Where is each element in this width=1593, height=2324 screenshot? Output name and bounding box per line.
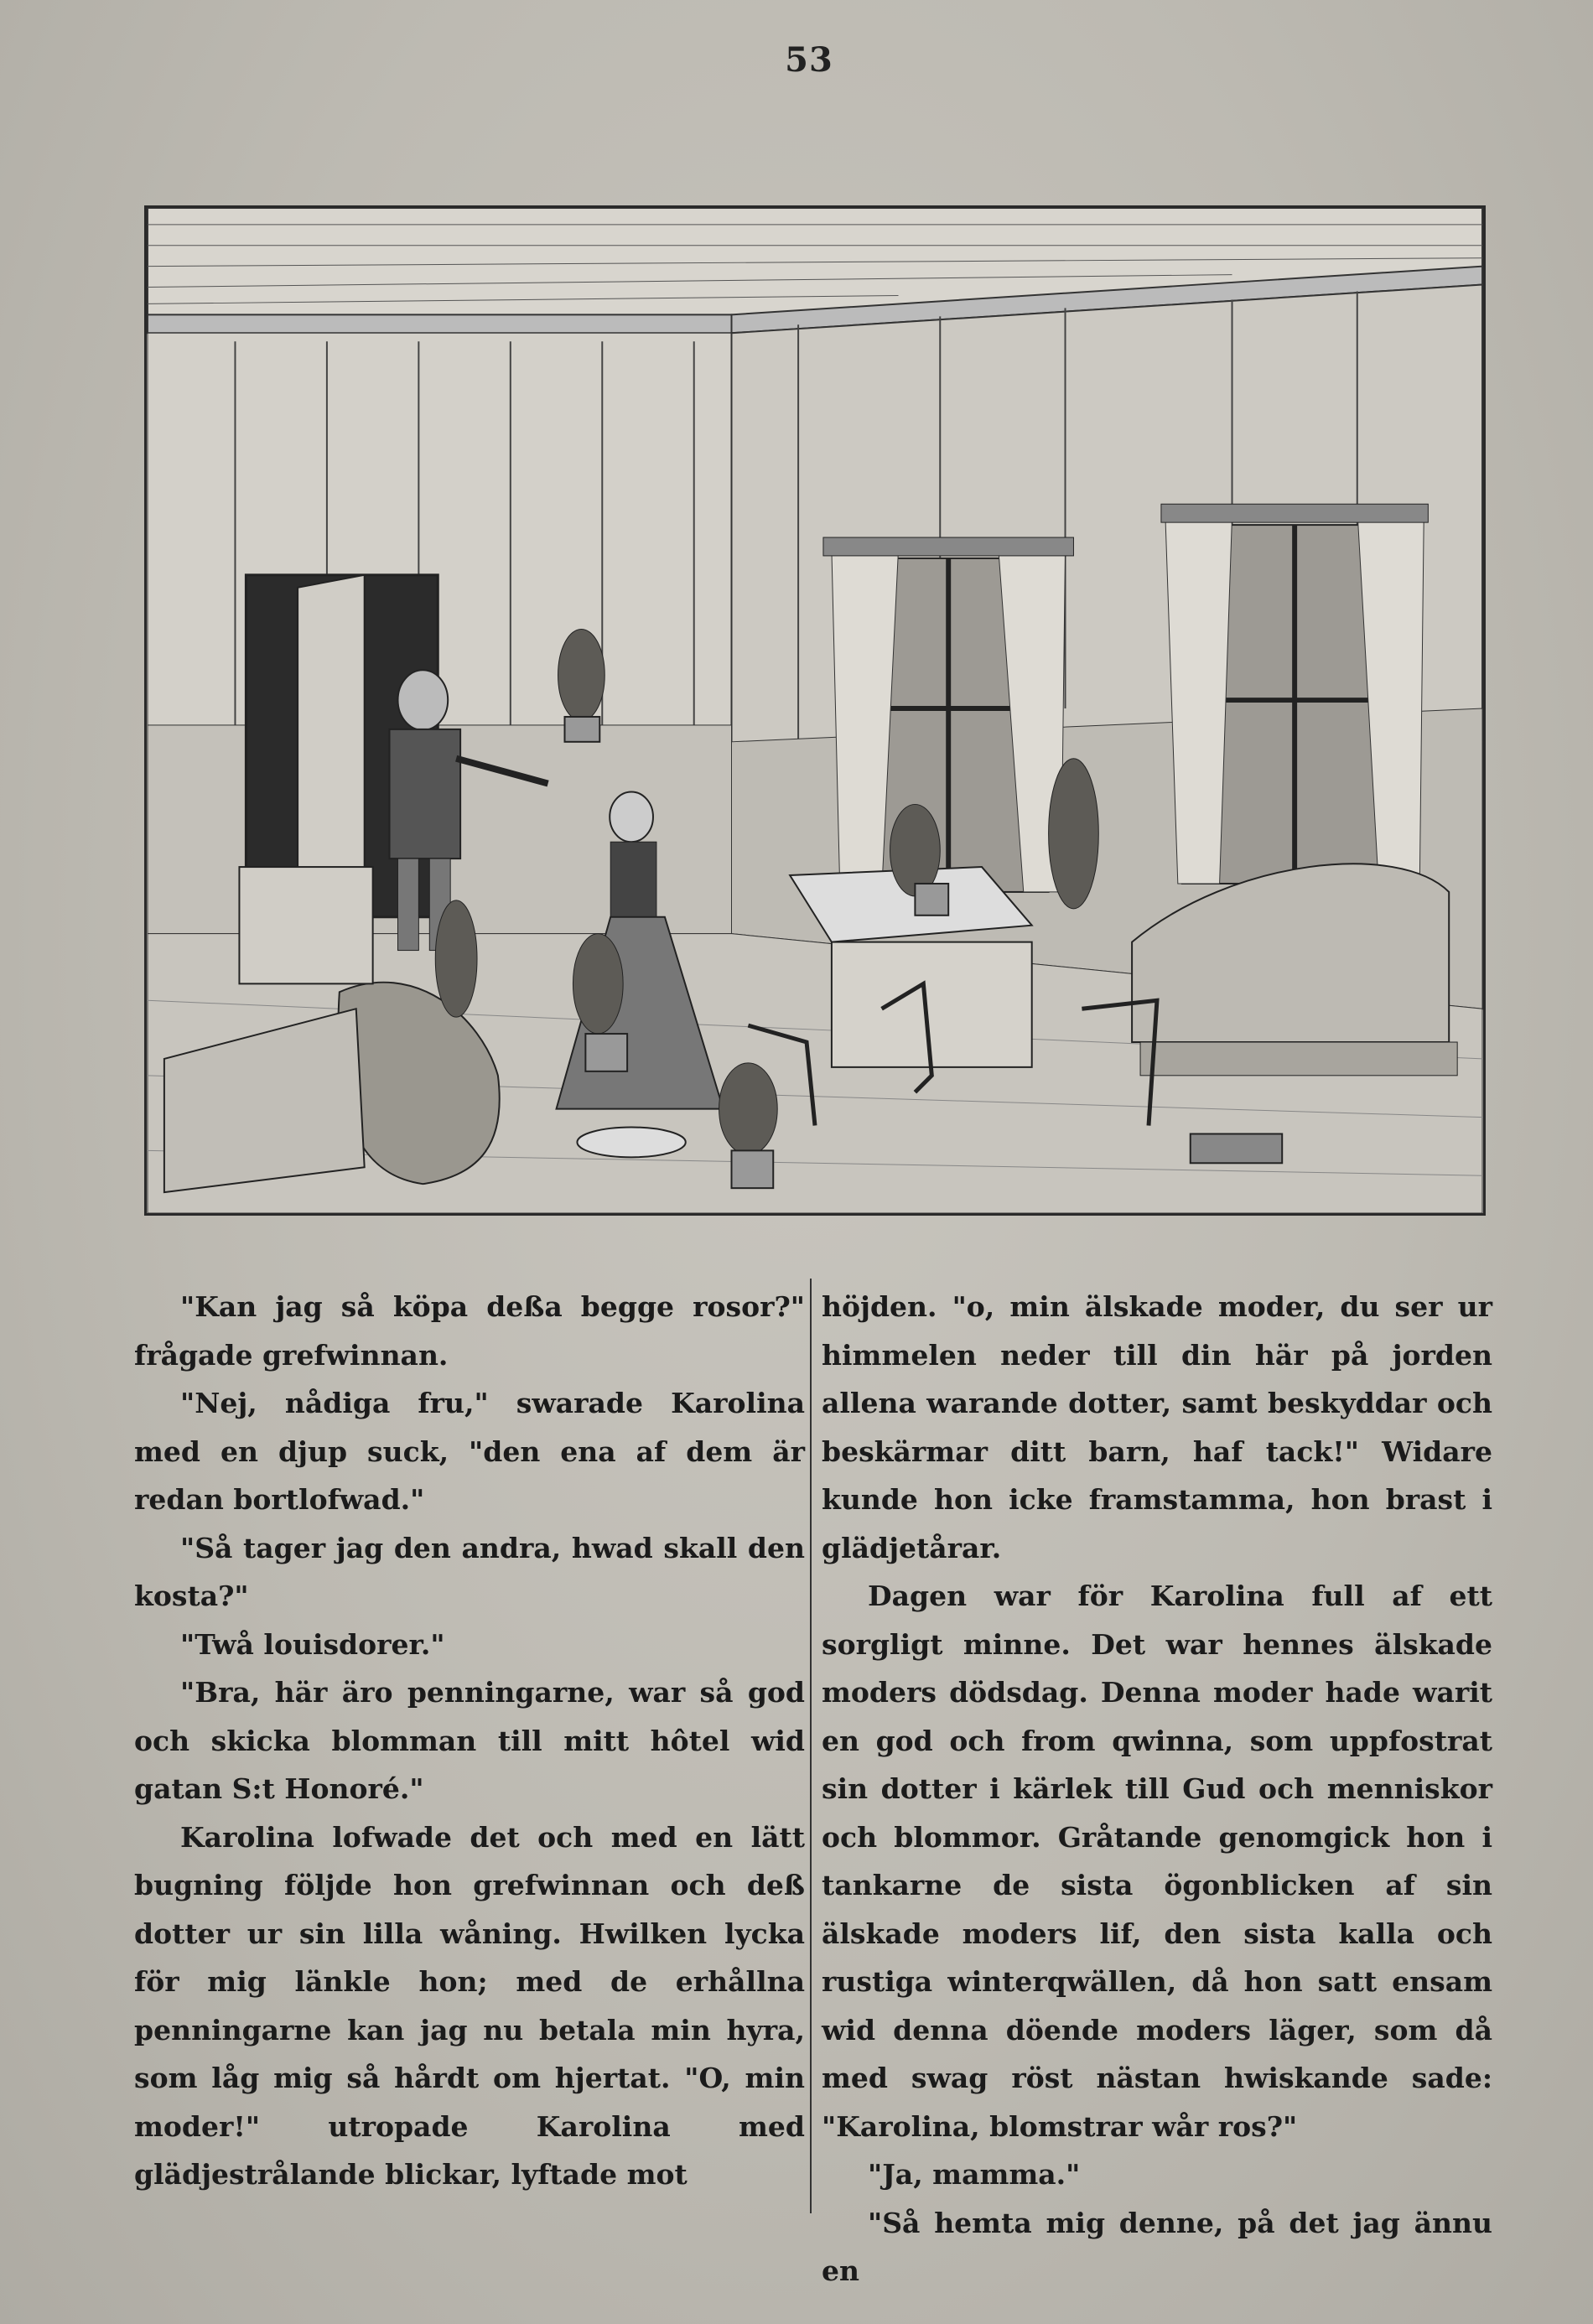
paragraph: "Bra, här äro penningarne, war så god och skicka blomman till mitt hôtel wid gatan S:t Honoré." <box>134 1676 805 1805</box>
text-column-left <box>134 1283 805 2199</box>
paragraph: höjden. "o, min älskade moder, du ser ur himmelen neder till din här på jorden allena warande dotter, samt beskyddar och beskärmar ditt barn, haf tack!" Widare kunde hon icke framstamma, hon brast i glädjetårar. <box>822 1290 1492 1564</box>
column-divider <box>810 1279 812 2213</box>
engraving-illustration <box>144 205 1486 1216</box>
paragraph: "Ja, mamma." <box>868 2158 1081 2191</box>
paragraph: Karolina lofwade det och med en lätt bugning följde hon grefwinnan och deß dotter ur sin lilla wåning. Hwilken lycka för mig länkle hon; med de erhållna penningarne kan jag nu betala min hyra, som låg mig så hårdt om hjertat. "O, min moder!" utropade Karolina med glädjestrålande blickar, lyftade mot <box>134 1820 805 2191</box>
page-number: 53 <box>785 40 833 80</box>
text-column-right <box>822 1283 1492 2295</box>
paragraph: "Nej, nådiga fru," swarade Karolina med en djup suck, "den ena af dem är redan bortlofwad." <box>134 1387 805 1516</box>
paragraph: "Så hemta mig denne, på det jag ännu en <box>822 2206 1492 2287</box>
paragraph: "Så tager jag den andra, hwad skall den kosta?" <box>134 1531 805 1612</box>
paragraph: "Kan jag så köpa deßa begge rosor?" frågade grefwinnan. <box>134 1290 805 1372</box>
paragraph: "Twå louisdorer." <box>180 1627 445 1661</box>
paragraph: Dagen war för Karolina full af ett sorgligt minne. Det war hennes älskade moders dödsdag. Denna moder hade warit en god och from qwinna, som uppfostrat sin dotter i kärlek till Gud och menniskor och blommor. Gråtande genomgick hon i tankarne de sista ögonblicken af sin älskade moders lif, den sista kalla och rustiga winterqwällen, då hon satt ensam wid denna döende moders läger, som då med swag röst nästan hwiskande sade: "Karolina, blomstrar wår ros?" <box>822 1580 1492 2143</box>
